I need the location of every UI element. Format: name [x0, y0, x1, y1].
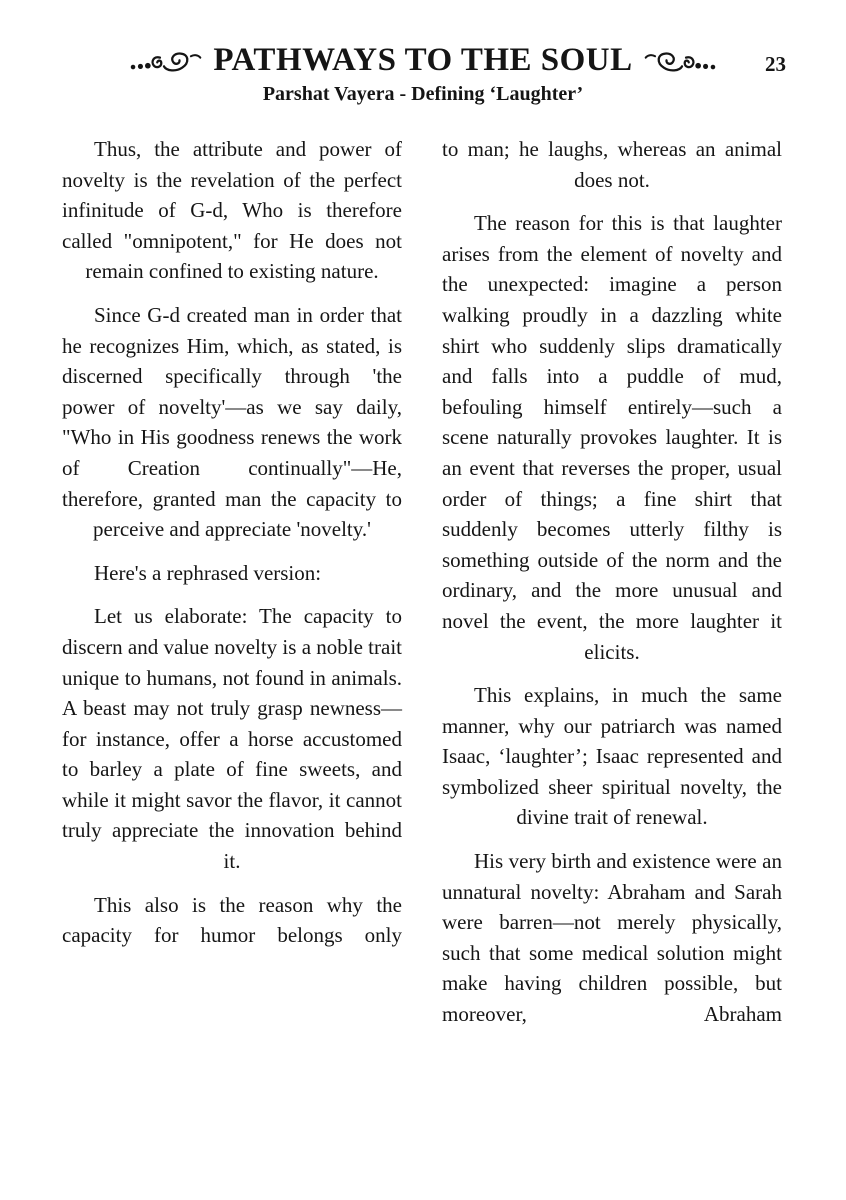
paragraph: His very birth and existence were an unnatural novelty: Abraham and Sarah were barren—not merely physically, such that some medical solution might make having children possible, but moreover, Abraham: [442, 849, 782, 1027]
column-left: [62, 134, 402, 1030]
scroll-flourish-left-icon: [129, 48, 203, 74]
page-title: PATHWAYS TO THE SOUL: [213, 42, 633, 78]
page-number: 23: [765, 52, 786, 76]
page-header: [0, 42, 846, 106]
article-body: [0, 134, 846, 1030]
paragraph: The reason for this is that laughter arises from the element of novelty and the unexpected: imagine a person walking proudly in a dazzling white shirt who suddenly slips dramatically and falls into a puddle of mud, befouling himself entirely—such a scene naturally provokes laughter. It is an event that reverses the proper, usual order of things; a fine shirt that suddenly becomes utterly filthy is something outside of the norm and the ordinary, and the more unusual and novel the event, the more laughter it elicits.: [442, 211, 782, 664]
paragraph: Let us elaborate: The capacity to discern and value novelty is a noble trait unique to humans, not found in animals. A beast may not truly grasp newness—for instance, offer a horse accustomed to barley a plate of fine sweets, and while it might savor the flavor, it cannot truly appreciate the innovation behind it.: [62, 604, 402, 874]
paragraph: Since G-d created man in order that he recognizes Him, which, as stated, is discerned specifically through 'the power of novelty'—as we say daily, "Who in His goodness renews the work of Creation continually"—He, therefore, granted man the capacity to perceive and appreciate 'novelty.': [62, 302, 402, 542]
scroll-flourish-right-icon: [643, 48, 717, 74]
paragraph: This explains, in much the same manner, why our patriarch was named Isaac, ‘laughter’; Isaac represented and symbolized sheer spiritual novelty, the divine trait of renewal.: [442, 683, 782, 830]
paragraph: Here's a rephrased version:: [94, 560, 322, 585]
page-subtitle: Parshat Vayera - Defining ‘Laughter’: [262, 83, 584, 105]
paragraph: This also is the reason why the capacity for humor belongs only: [62, 892, 402, 948]
paragraph: to man; he laughs, whereas an animal does not.: [442, 137, 782, 192]
title-row: [0, 42, 846, 79]
paragraph: Thus, the attribute and power of novelty is the revelation of the perfect infinitude of G-d, Who is therefore called "omnipotent," for He does not remain confined to existing nature.: [62, 137, 402, 284]
column-right: [442, 134, 782, 1030]
